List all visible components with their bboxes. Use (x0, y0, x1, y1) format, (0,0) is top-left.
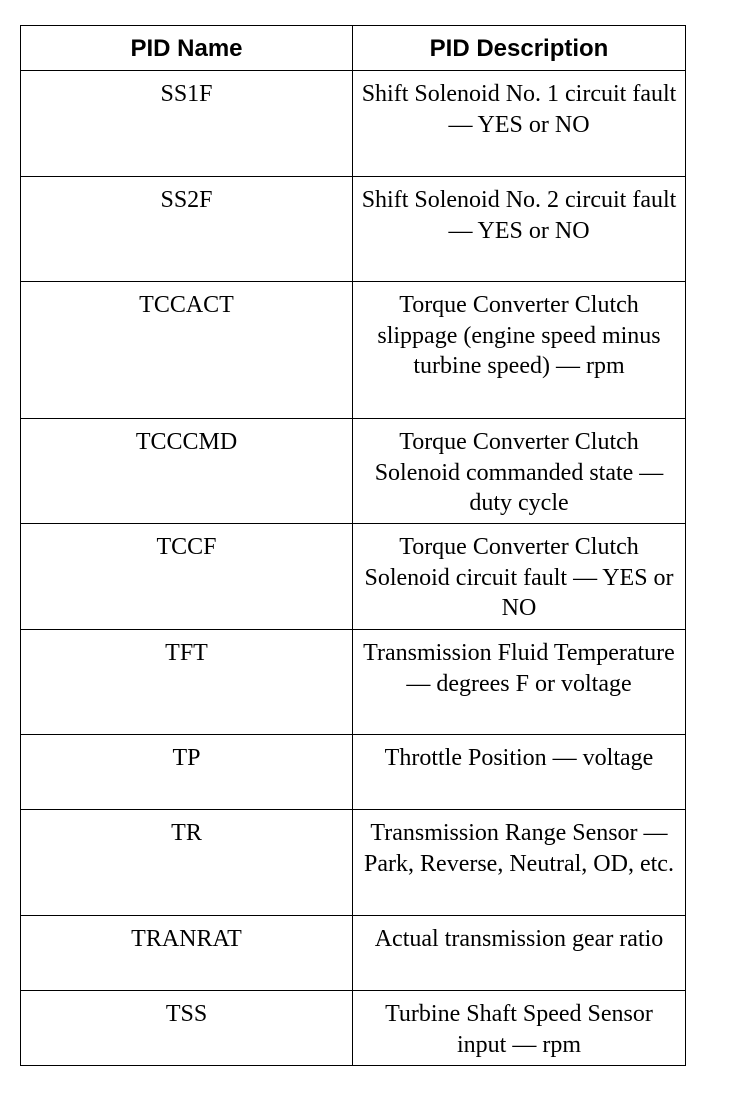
pid-description-cell: Throttle Position — voltage (353, 735, 686, 810)
table-row (21, 630, 686, 735)
table-row (21, 71, 686, 177)
pid-name-cell: TCCCMD (21, 419, 353, 524)
pid-description-cell: Torque Converter Clutch Solenoid commanded state — duty cycle (353, 419, 686, 524)
table-row (21, 419, 686, 524)
pid-description-cell: Torque Converter Clutch slippage (engine speed minus turbine speed) — rpm (353, 282, 686, 419)
pid-name-cell: TP (21, 735, 353, 810)
pid-name-cell: TCCACT (21, 282, 353, 419)
pid-name-cell: TCCF (21, 524, 353, 630)
table-row (21, 177, 686, 282)
table-header (21, 26, 686, 71)
table-row (21, 991, 686, 1066)
pid-name-cell: TFT (21, 630, 353, 735)
pid-description-cell: Transmission Fluid Temperature — degrees F or voltage (353, 630, 686, 735)
pid-description-cell: Actual transmission gear ratio (353, 916, 686, 991)
pid-name-cell: TRANRAT (21, 916, 353, 991)
pid-description-cell: Shift Solenoid No. 2 circuit fault — YES or NO (353, 177, 686, 282)
pid-name-cell: TSS (21, 991, 353, 1066)
pid-name-cell: SS1F (21, 71, 353, 177)
table-row (21, 735, 686, 810)
table-row (21, 810, 686, 916)
pid-description-cell: Transmission Range Sensor — Park, Reverse, Neutral, OD, etc. (353, 810, 686, 916)
table-row (21, 524, 686, 630)
table-row (21, 916, 686, 991)
pid-description-cell: Shift Solenoid No. 1 circuit fault — YES or NO (353, 71, 686, 177)
pid-description-cell: Turbine Shaft Speed Sensor input — rpm (353, 991, 686, 1066)
header-row (21, 26, 686, 71)
header-pid-name: PID Name (21, 26, 353, 71)
pid-name-cell: TR (21, 810, 353, 916)
table-body (21, 71, 686, 1066)
pid-table (20, 25, 686, 1066)
header-pid-description: PID Description (353, 26, 686, 71)
table-row (21, 282, 686, 419)
pid-name-cell: SS2F (21, 177, 353, 282)
pid-description-cell: Torque Converter Clutch Solenoid circuit fault — YES or NO (353, 524, 686, 630)
